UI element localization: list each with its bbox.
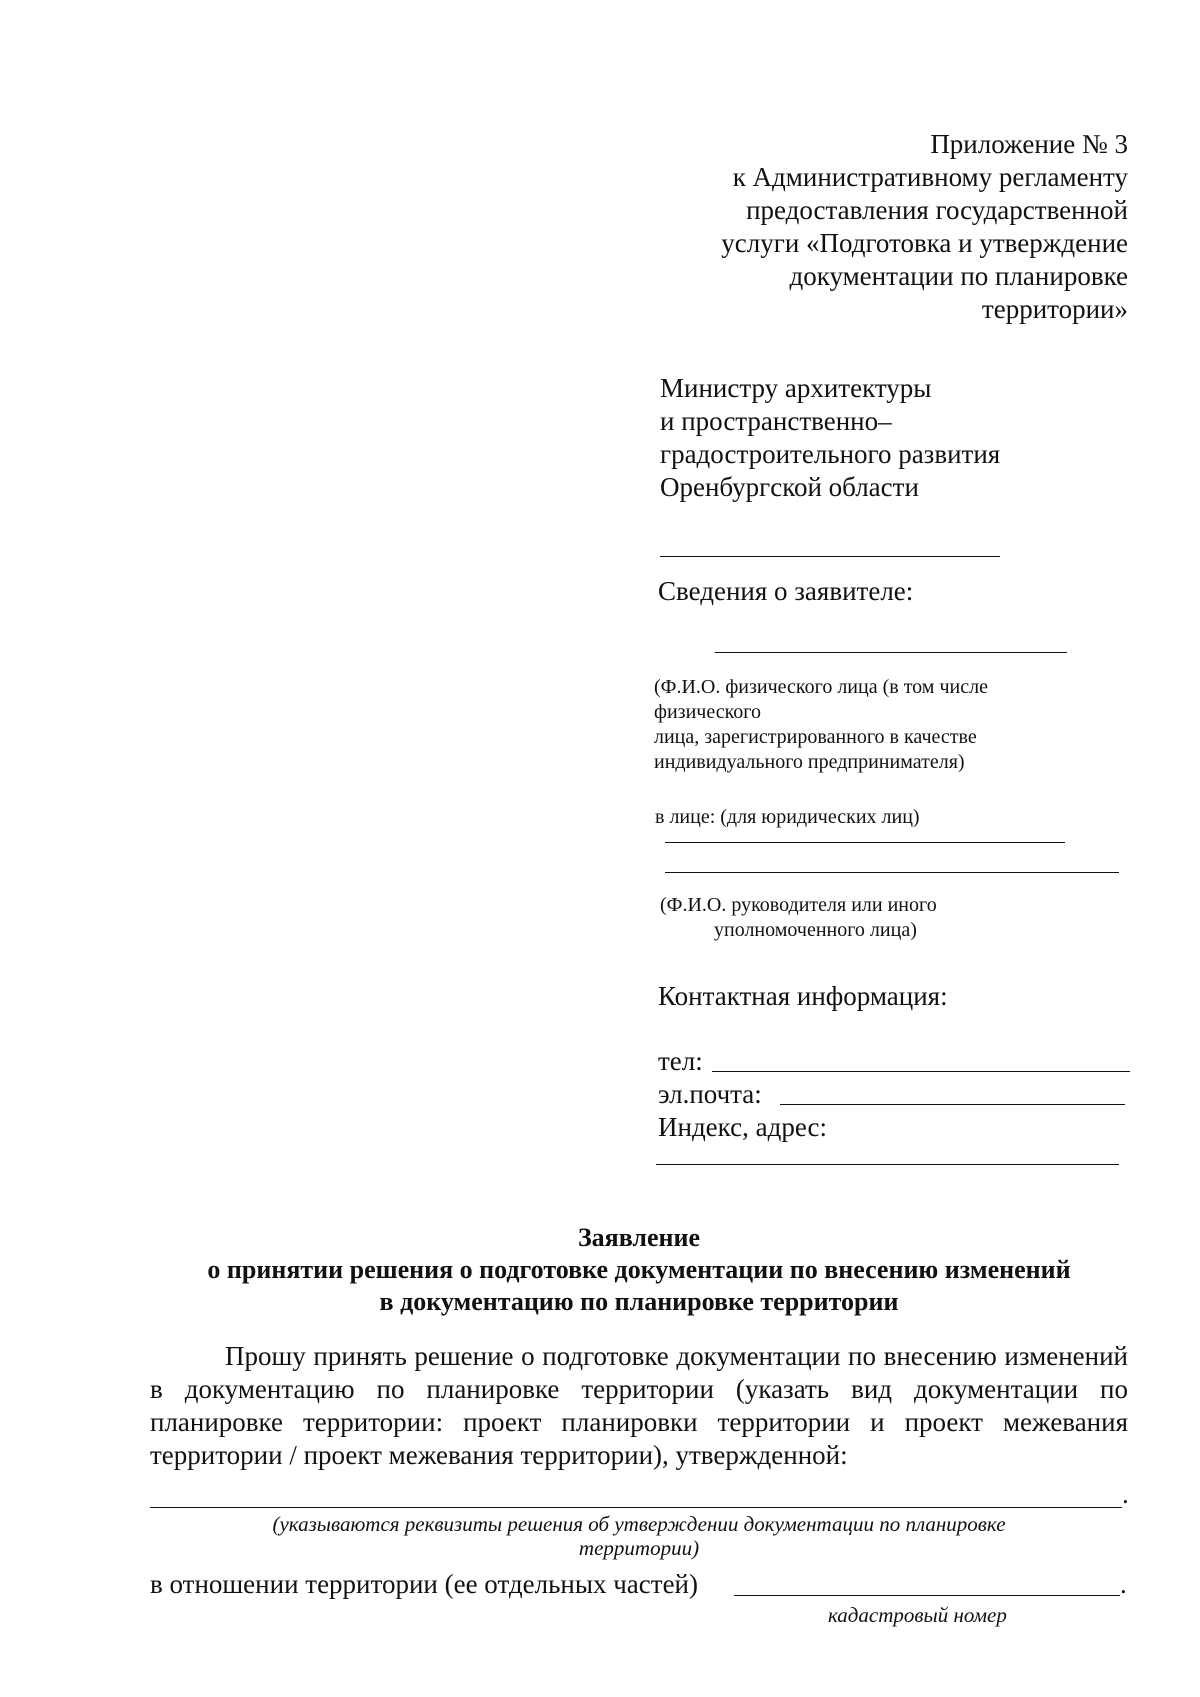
statement-paragraph: Прошу принять решение о подготовке документации по внесению изменений в документацию по планировке территории (указать вид документации по планировке территории: проект планировки территории и проект межевания территории / проект межевания территории), утвержденной: xyxy=(150,1341,1128,1470)
appendix-line: территории» xyxy=(981,294,1128,324)
note-line: (Ф.И.О. руководителя или иного xyxy=(660,894,937,916)
email-label: эл.почта: xyxy=(658,1079,762,1109)
requisites-note xyxy=(150,1512,1128,1560)
legal-entity-label: в лице: (для юридических лиц) xyxy=(655,806,920,828)
title-line: о принятии решения о подготовке документации по внесению изменений xyxy=(207,1255,1071,1284)
territory-label: в отношении территории (ее отдельных частей) xyxy=(150,1569,699,1599)
email-field[interactable] xyxy=(780,1104,1125,1105)
territory-period: . xyxy=(1120,1569,1127,1599)
note-line: лица, зарегистрированного в качестве xyxy=(654,726,977,748)
address-label: Индекс, адрес: xyxy=(658,1112,827,1142)
legal-entity-field-2[interactable] xyxy=(665,872,1119,873)
statement-body xyxy=(150,1340,1128,1472)
title-line: в документацию по планировке территории xyxy=(379,1287,899,1316)
note-line: (указываются реквизиты решения об утверждении документации по планировке xyxy=(272,1512,1006,1536)
title-line: Заявление xyxy=(577,1223,701,1252)
addressee-line: Министру архитектуры xyxy=(660,373,932,403)
head-person-note xyxy=(660,893,937,943)
appendix-line: к Административному регламенту xyxy=(732,162,1128,192)
address-field[interactable] xyxy=(656,1164,1119,1165)
appendix-line: документации по планировке xyxy=(789,261,1128,291)
note-line: физического xyxy=(654,701,761,723)
addressee-line: Оренбургской области xyxy=(660,472,919,502)
addressee-line: градостроительного развития xyxy=(660,439,1001,469)
addressee-block xyxy=(660,372,1000,504)
addressee-line: и пространственно– xyxy=(660,406,892,436)
note-line: уполномоченного лица) xyxy=(714,919,917,941)
note-line: индивидуального предпринимателя) xyxy=(654,751,965,773)
addressee-name-field[interactable] xyxy=(660,556,1000,557)
appendix-line: услуги «Подготовка и утверждение xyxy=(721,228,1128,258)
cadastral-note: кадастровый номер xyxy=(828,1603,1007,1627)
statement-title xyxy=(150,1222,1128,1318)
territory-cadastral-field[interactable] xyxy=(734,1595,1120,1596)
note-line: (Ф.И.О. физического лица (в том числе xyxy=(654,676,988,698)
contacts-heading: Контактная информация: xyxy=(658,981,948,1011)
phone-field[interactable] xyxy=(712,1071,1130,1072)
phone-label: тел: xyxy=(658,1046,703,1076)
applicant-person-note xyxy=(654,675,988,775)
appendix-line: предоставления государственной xyxy=(746,195,1128,225)
applicant-heading: Сведения о заявителе: xyxy=(658,576,914,606)
requisites-period: . xyxy=(1122,1479,1129,1509)
legal-entity-field-1[interactable] xyxy=(665,842,1065,843)
applicant-name-field[interactable] xyxy=(715,652,1067,653)
appendix-line: Приложение № 3 xyxy=(930,129,1128,159)
requisites-field[interactable] xyxy=(150,1507,1122,1508)
note-line: территории) xyxy=(578,1536,700,1560)
appendix-header xyxy=(721,128,1128,326)
